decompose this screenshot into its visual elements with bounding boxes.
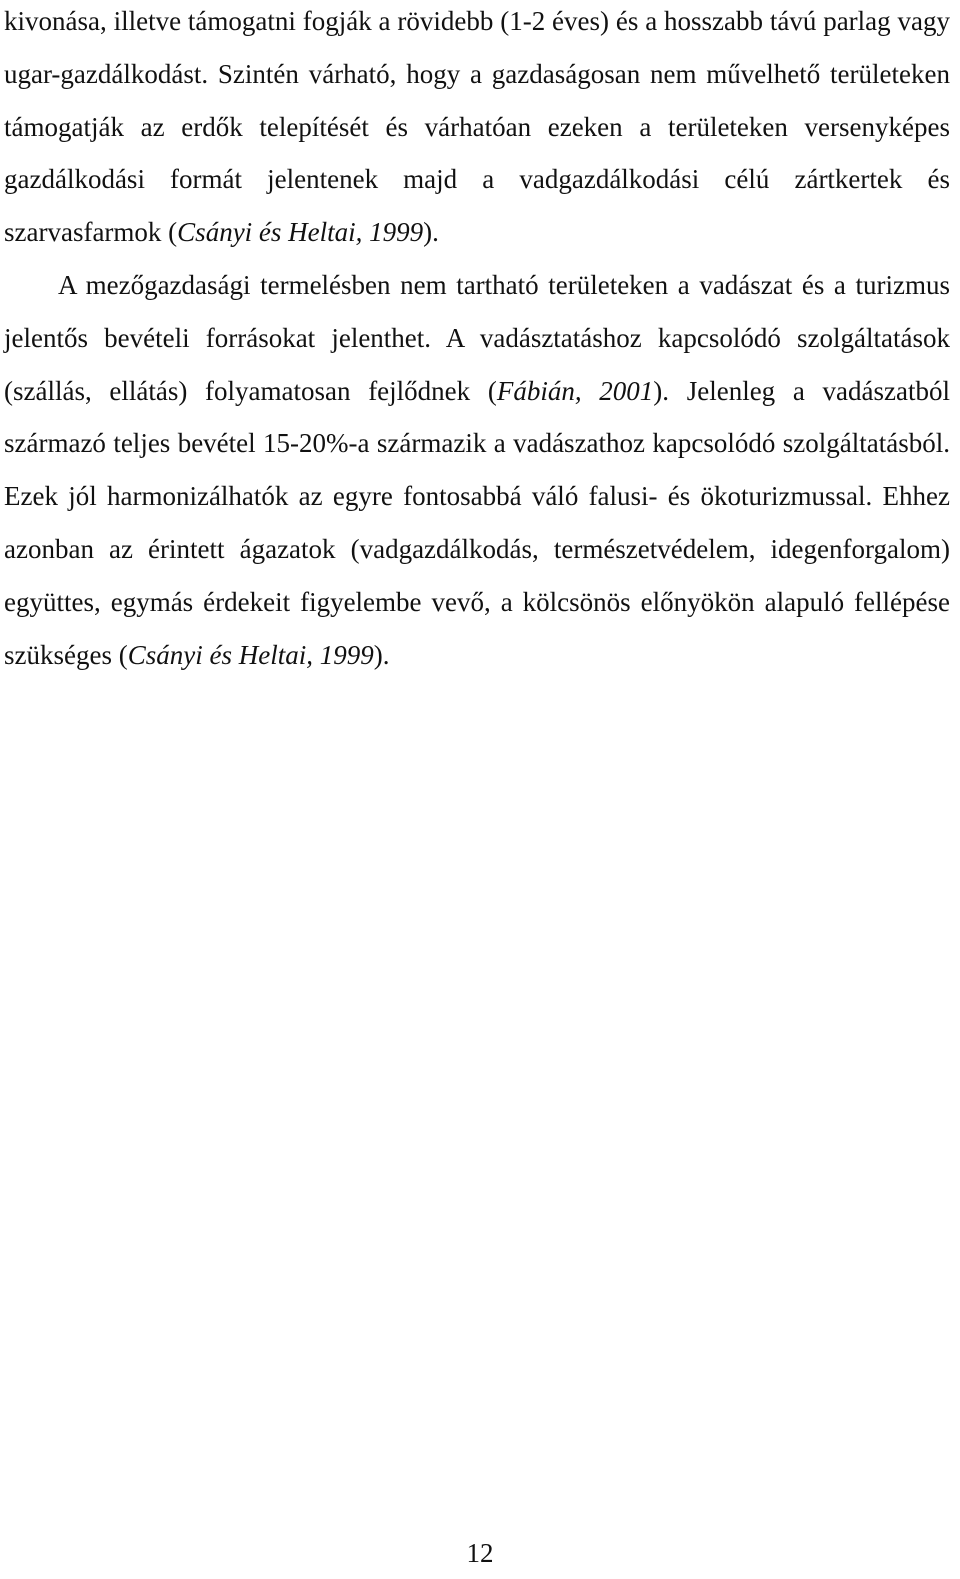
paragraph-2 [4,259,950,681]
citation-csanyi-heltai-1999-second: Csányi és Heltai, 1999 [127,639,374,670]
paragraph-2-text-2: ). Jelenleg a vadászatból származó teljes bevétel 15-20%-a származik a vadászathoz kapcsolódó szolgáltatásból. Ezek jól harmonizálhatók az egyre fontosabbá váló falusi- és ökoturizmussal. Ehhez azonban az érintett ágazatok (vadgazdálkodás, természetvédelem, idegenforgalom) együttes, egymás érdekeit figyelembe vevő, a kölcsönös előnyökön alapuló fellépése szükséges ( [4,375,950,670]
citation-fabian-2001: Fábián, 2001 [496,375,654,406]
citation-csanyi-heltai-1999: Csányi és Heltai, 1999 [177,217,424,248]
paragraph-2-text-1: A mezőgazdasági termelésben nem tartható területeken a vadászat és a turizmus jelentős bevételi forrásokat jelenthet. A vadásztatáshoz kapcsolódó szolgáltatások (szállás, ellátás) folyamatosan fejlődnek ( [4,269,950,406]
page-number: 12 [466,1538,494,1568]
paragraph-1-text-2: ). [423,217,439,248]
paragraph-2-text-3: ). [373,639,390,670]
paragraph-1-text-1: kivonása, illetve támogatni fogják a rövidebb (1-2 éves) és a hosszabb távú parlag vagy ugar-gazdálkodást. Szintén várható, hogy a gazdaságosan nem művelhető területeken támogatják az erdők telepítését és várhatóan ezeken a területeken versenyképes gazdálkodási formát jelentenek majd a vadgazdálkodási célú zártkertek és szarvasfarmok ( [4,6,950,248]
paragraph-1 [4,0,950,259]
document-page [4,0,950,681]
